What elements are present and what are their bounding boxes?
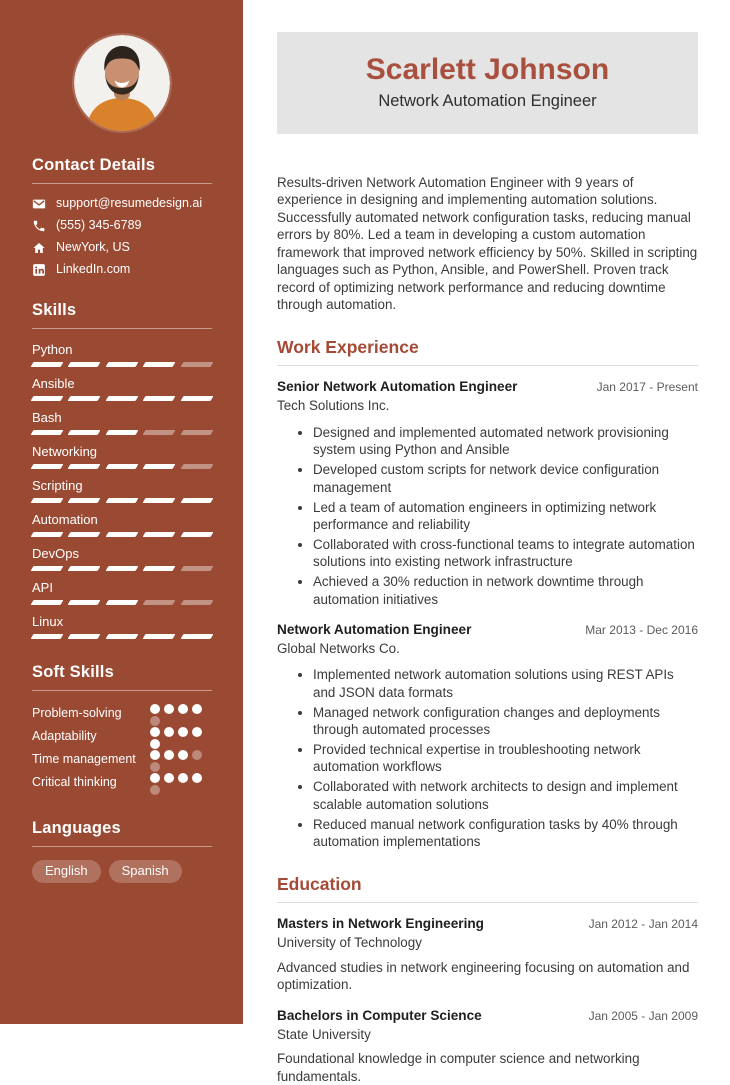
divider (32, 183, 212, 184)
rating-dot-filled (164, 750, 174, 760)
candidate-role: Network Automation Engineer (378, 92, 597, 110)
degree-title: Bachelors in Computer Science (277, 1007, 482, 1023)
skill-label: DevOps (32, 546, 79, 561)
contact-list (32, 197, 212, 277)
skill-segment-filled (105, 532, 138, 537)
rating-dot-filled (164, 773, 174, 783)
skill-bar (32, 532, 212, 537)
skill-bar (32, 464, 212, 469)
skill-label: Python (32, 342, 73, 357)
skill-segment-filled (180, 634, 213, 639)
skill-segment-filled (105, 566, 138, 571)
skill-bar (32, 498, 212, 503)
job-dates: Jan 2017 - Present (596, 380, 698, 395)
education-list (277, 916, 698, 1085)
soft-skill-item (32, 750, 212, 772)
education-header (277, 1008, 698, 1025)
skill-bar (32, 600, 212, 605)
skill-bar (32, 362, 212, 367)
soft-skill-item (32, 704, 212, 726)
rating-dot-unfilled (150, 762, 160, 772)
skill-segment-filled (143, 634, 176, 639)
rating-dot-filled (178, 704, 188, 714)
degree-title: Masters in Network Engineering (277, 915, 484, 931)
skill-segment-filled (105, 396, 138, 401)
job-entry (277, 622, 698, 850)
jobs-list (277, 379, 698, 850)
language-pill: English (32, 860, 101, 883)
job-bullet: • Managed network configuration changes and deployments through automated processes (313, 704, 698, 738)
main-content (243, 0, 730, 1084)
skill-segment-filled (143, 498, 176, 503)
skill-segment-filled (31, 634, 64, 639)
contact-item (32, 263, 212, 277)
skill-label: Networking (32, 444, 98, 459)
contact-item (32, 219, 212, 233)
skill-segment-filled (31, 464, 64, 469)
skill-segment-unfilled (180, 566, 213, 571)
skills-heading: Skills (32, 301, 77, 319)
skill-label: Scripting (32, 478, 83, 493)
divider (32, 690, 212, 691)
rating-dot-filled (150, 704, 160, 714)
job-bullet: • Implemented network automation solutions using REST APIs and JSON data formats (313, 666, 698, 700)
education-dates: Jan 2012 - Jan 2014 (588, 916, 698, 931)
contact-text: NewYork, US (56, 240, 130, 255)
soft-skill-dots (150, 750, 202, 772)
soft-skill-label: Critical thinking (32, 775, 117, 789)
skill-item (32, 478, 212, 503)
school-name: University of Technology (277, 934, 422, 950)
soft-skills-list (32, 704, 212, 795)
phone-icon (32, 219, 46, 233)
skill-segment-filled (105, 464, 138, 469)
rating-dot-filled (192, 727, 202, 737)
soft-skill-item (32, 727, 212, 749)
job-bullets (277, 666, 698, 850)
contact-text: LinkedIn.com (56, 262, 131, 277)
skill-label: Linux (32, 614, 64, 629)
skill-item (32, 410, 212, 435)
soft-skills-heading: Soft Skills (32, 663, 114, 681)
job-bullet: • Designed and implemented automated network provisioning system using Python and Ansible (313, 424, 698, 458)
skill-segment-filled (105, 362, 138, 367)
education-header (277, 916, 698, 933)
job-bullet: • Reduced manual network configuration tasks by 40% through automation implementations (313, 816, 698, 850)
rating-dot-filled (150, 739, 160, 749)
job-bullet: • Developed custom scripts for network device configuration management (313, 461, 698, 495)
rating-dot-unfilled (150, 785, 160, 795)
sidebar (0, 0, 243, 1024)
education-entry (277, 916, 698, 994)
skill-segment-filled (68, 464, 101, 469)
skill-segment-filled (105, 634, 138, 639)
skill-segment-filled (31, 430, 64, 435)
soft-skill-item (32, 773, 212, 795)
skill-item (32, 614, 212, 639)
skill-segment-filled (31, 532, 64, 537)
contact-text: support@resumedesign.ai (56, 196, 203, 211)
job-company: Tech Solutions Inc. (277, 398, 390, 414)
candidate-name: Scarlett Johnson (365, 53, 610, 86)
soft-skill-dots (150, 773, 202, 795)
skill-segment-unfilled (180, 430, 213, 435)
rating-dot-filled (178, 750, 188, 760)
languages-section (32, 819, 212, 883)
job-entry (277, 379, 698, 607)
divider (32, 846, 212, 847)
skill-segment-filled (180, 532, 213, 537)
education-entry (277, 1008, 698, 1085)
rating-dot-filled (164, 727, 174, 737)
job-bullet: • Led a team of automation engineers in optimizing network performance and reliability (313, 499, 698, 533)
skill-segment-filled (68, 396, 101, 401)
home-icon (32, 241, 46, 255)
skill-segment-filled (180, 498, 213, 503)
rating-dot-filled (150, 727, 160, 737)
contact-heading: Contact Details (32, 156, 156, 174)
job-header (277, 622, 698, 639)
soft-skills-section (32, 663, 212, 795)
rating-dot-filled (178, 773, 188, 783)
skill-segment-filled (68, 362, 101, 367)
skills-list (32, 342, 212, 639)
skill-segment-unfilled (180, 600, 213, 605)
soft-skill-dots (150, 704, 202, 726)
skill-item (32, 546, 212, 571)
school-name: State University (277, 1026, 371, 1042)
skill-segment-filled (31, 362, 64, 367)
header-block (277, 32, 698, 134)
skill-item (32, 444, 212, 469)
skill-segment-filled (143, 396, 176, 401)
rating-dot-unfilled (192, 750, 202, 760)
skill-bar (32, 634, 212, 639)
skills-section (32, 301, 212, 639)
skill-item (32, 342, 212, 367)
skill-segment-filled (143, 532, 176, 537)
skill-segment-filled (143, 566, 176, 571)
skill-item (32, 376, 212, 401)
linkedin-icon (32, 263, 46, 277)
skill-segment-filled (68, 532, 101, 537)
rating-dot-filled (192, 704, 202, 714)
skill-bar (32, 566, 212, 571)
job-bullet: • Achieved a 30% reduction in network downtime through automation initiatives (313, 573, 698, 607)
job-bullet: • Collaborated with network architects to design and implement scalable automation solutions (313, 778, 698, 812)
skill-segment-filled (105, 498, 138, 503)
skill-bar (32, 430, 212, 435)
education-heading: Education (277, 873, 362, 894)
skill-segment-filled (143, 464, 176, 469)
skill-segment-filled (143, 362, 176, 367)
rating-dot-filled (150, 773, 160, 783)
work-experience-heading: Work Experience (277, 337, 419, 358)
job-company: Global Networks Co. (277, 640, 400, 656)
skill-label: Automation (32, 512, 98, 527)
skill-segment-filled (68, 430, 101, 435)
skill-segment-filled (105, 430, 138, 435)
contact-section (32, 156, 212, 277)
soft-skill-label: Time management (32, 752, 136, 766)
skill-label: Bash (32, 410, 62, 425)
rating-dot-filled (150, 750, 160, 760)
job-bullets (277, 424, 698, 608)
divider (277, 365, 698, 366)
soft-skill-label: Problem-solving (32, 706, 122, 720)
skill-label: Ansible (32, 376, 75, 391)
rating-dot-unfilled (150, 716, 160, 726)
divider (277, 902, 698, 903)
skill-segment-filled (68, 498, 101, 503)
skill-segment-filled (68, 634, 101, 639)
skill-bar (32, 396, 212, 401)
profile-photo-illustration (74, 35, 170, 131)
skill-item (32, 512, 212, 537)
work-experience-section (277, 337, 698, 850)
skill-segment-filled (105, 600, 138, 605)
skill-item (32, 580, 212, 605)
contact-item (32, 241, 212, 255)
profile-photo (74, 35, 170, 131)
rating-dot-filled (178, 727, 188, 737)
education-section (277, 874, 698, 1085)
skill-segment-filled (68, 600, 101, 605)
soft-skill-dots (150, 727, 202, 749)
rating-dot-filled (192, 773, 202, 783)
skill-segment-unfilled (143, 430, 176, 435)
job-bullet: • Collaborated with cross-functional teams to integrate automation solutions into existing network infrastructure (313, 536, 698, 570)
job-header (277, 379, 698, 396)
contact-text: (555) 345-6789 (56, 218, 142, 233)
skill-segment-filled (31, 600, 64, 605)
skill-segment-filled (31, 498, 64, 503)
summary-text: Results-driven Network Automation Engineer with 9 years of experience in designing and implementing automation solutions. Successfully automated network configuration tasks, reducing manual errors by 80%. Led a team in developing a custom automation framework that improved network efficiency by 50%. Skilled in scripting languages such as Python, Ansible, and PowerShell. Proven track record of optimizing network performance and reducing downtime through automation. (277, 175, 698, 312)
skill-segment-filled (180, 396, 213, 401)
divider (32, 328, 212, 329)
job-bullet: • Provided technical expertise in troubleshooting network automation workflows (313, 741, 698, 775)
job-dates: Mar 2013 - Dec 2016 (585, 622, 698, 637)
skill-label: API (32, 580, 53, 595)
skill-segment-filled (31, 396, 64, 401)
languages-list (32, 860, 212, 883)
job-title: Network Automation Engineer (277, 621, 472, 637)
skill-segment-filled (68, 566, 101, 571)
job-title: Senior Network Automation Engineer (277, 379, 518, 395)
email-icon (32, 197, 46, 211)
rating-dot-filled (164, 704, 174, 714)
skill-segment-unfilled (180, 464, 213, 469)
education-description: Foundational knowledge in computer science and networking fundamentals. (277, 1051, 640, 1084)
skill-segment-filled (31, 566, 64, 571)
soft-skill-label: Adaptability (32, 729, 97, 743)
contact-item (32, 197, 212, 211)
education-description: Advanced studies in network engineering focusing on automation and optimization. (277, 959, 690, 993)
skill-segment-unfilled (143, 600, 176, 605)
language-pill: Spanish (109, 860, 182, 883)
skill-segment-unfilled (180, 362, 213, 367)
languages-heading: Languages (32, 819, 121, 837)
education-dates: Jan 2005 - Jan 2009 (588, 1008, 698, 1023)
